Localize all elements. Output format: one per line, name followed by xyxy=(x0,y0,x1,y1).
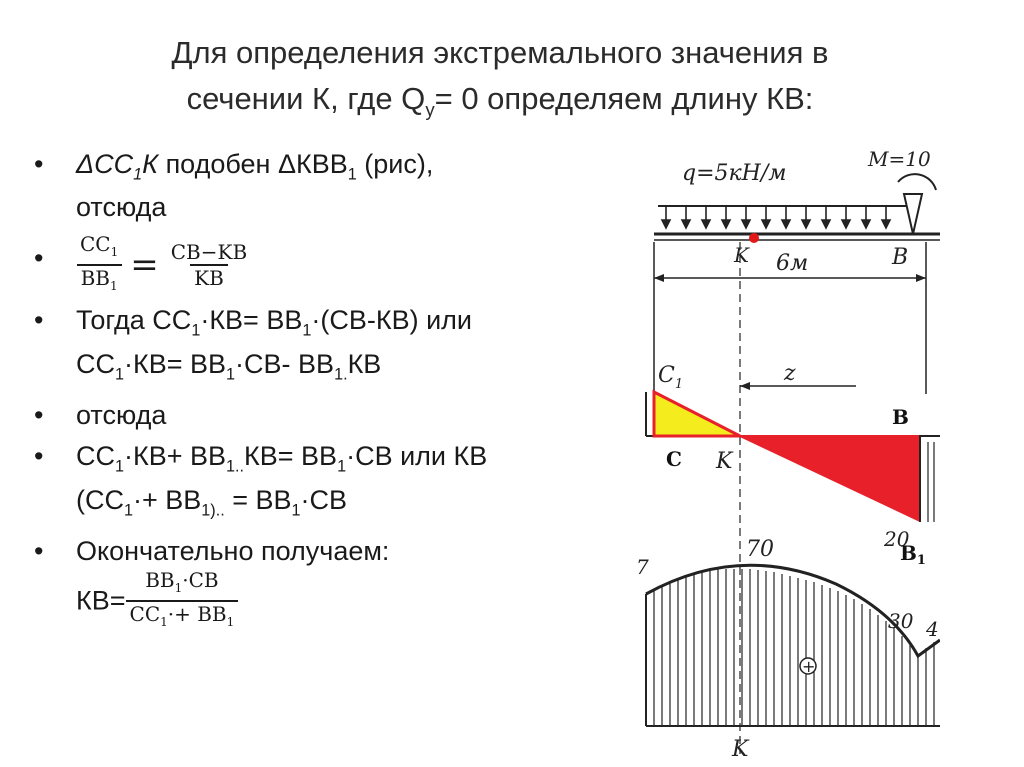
subscript: 1 xyxy=(160,614,168,629)
label-k-bottom: K xyxy=(732,737,749,762)
bullet-then xyxy=(30,304,620,391)
dim-arrow-right xyxy=(916,274,926,282)
text: (рис), xyxy=(356,149,434,179)
text: = ВВ xyxy=(224,484,292,515)
bullet-hence xyxy=(30,399,620,432)
title-text: сечении К, где Q xyxy=(186,81,426,116)
subscript: 1 xyxy=(174,580,183,595)
label-k-top: K xyxy=(734,243,749,267)
text: отсюда xyxy=(76,400,167,431)
bullet-dot: • xyxy=(34,535,44,566)
slide-title xyxy=(70,30,930,133)
subscript: 1 xyxy=(133,165,143,184)
label-b-top: B xyxy=(892,245,909,270)
subscript: 1 xyxy=(124,500,134,519)
subscript: 1 xyxy=(302,321,312,340)
bullet-dot: • xyxy=(34,243,44,274)
text: КВ= xyxy=(76,585,126,616)
text: ·СВ- ВВ xyxy=(235,348,335,379)
bullet-rearranged xyxy=(30,440,620,527)
beam-diagram xyxy=(636,142,940,762)
text: ·СВ или КВ xyxy=(346,441,488,472)
span-label: 6м xyxy=(776,251,809,276)
label-7: 7 xyxy=(636,555,649,579)
subscript: 1 xyxy=(226,614,235,629)
bullet-similarity xyxy=(30,148,620,224)
numerator: CB−KB xyxy=(170,240,248,265)
text: Тогда СС xyxy=(76,305,192,336)
text: ·КВ= ВВ xyxy=(200,305,303,336)
text: ΔСС xyxy=(76,149,134,179)
text: ·(СВ-КВ) или xyxy=(311,305,472,336)
text: CC xyxy=(80,232,111,257)
z-arrow xyxy=(740,382,750,390)
label-b-shear: B xyxy=(892,405,909,429)
text: ·+ BB xyxy=(167,601,227,626)
text: ·+ ВВ xyxy=(133,484,202,515)
subscript: 1 xyxy=(115,365,125,384)
subscript: 1 xyxy=(191,321,201,340)
text: К xyxy=(142,149,159,179)
moment-hatching xyxy=(654,569,934,726)
text: отсюда xyxy=(76,192,167,223)
text: ·СВ xyxy=(300,484,347,515)
bullet-dot: • xyxy=(34,441,44,472)
subscript: 1 xyxy=(226,365,236,384)
support-triangle xyxy=(904,194,922,234)
subscript: 1.. xyxy=(226,457,245,476)
label-c1-sub: 1 xyxy=(674,377,684,392)
text: ·КВ= ВВ xyxy=(124,348,227,379)
title-line-2 xyxy=(70,76,930,133)
moment-label: M=10 xyxy=(868,147,931,171)
dim-arrow-left xyxy=(654,274,664,282)
subscript: 1 xyxy=(115,457,125,476)
text: КВ xyxy=(347,348,382,379)
denominator: KB xyxy=(190,264,228,290)
text: СС xyxy=(76,441,115,472)
text: BB xyxy=(145,567,175,592)
subscript: 1 xyxy=(291,500,301,519)
text: Окончательно получаем: xyxy=(76,535,390,566)
bullet-final xyxy=(30,535,620,634)
subscript: 1 xyxy=(110,245,119,260)
text: подобен ΔКВВ xyxy=(158,149,348,179)
shear-negative-triangle xyxy=(740,436,918,520)
text: BB xyxy=(80,266,110,291)
bullet-ratio-formula xyxy=(30,232,620,298)
load-label: q=5кН/м xyxy=(682,161,787,186)
title-subscript: y xyxy=(425,99,435,121)
label-4: 4 xyxy=(926,617,939,641)
text: КВ= ВВ xyxy=(244,441,338,472)
subscript: 1 xyxy=(337,457,347,476)
label-b1 xyxy=(900,541,926,568)
text: ·CB xyxy=(182,567,219,592)
point-k-marker xyxy=(749,233,759,243)
label-20: 20 xyxy=(884,527,910,551)
moment-arc xyxy=(898,174,936,190)
shear-positive-triangle xyxy=(654,392,740,436)
subscript: 1).. xyxy=(201,500,225,519)
label-b1-main: B xyxy=(900,541,917,565)
title-line-1: Для определения экстремального значения в xyxy=(171,35,829,70)
denominator xyxy=(77,264,122,298)
fraction-cc1-bb1 xyxy=(76,232,122,298)
bullet-dot: • xyxy=(34,400,44,431)
fraction-cb-kb xyxy=(167,240,251,290)
label-b1-sub: 1 xyxy=(916,553,926,568)
label-30: 30 xyxy=(888,609,914,633)
equals-sign: = xyxy=(130,244,159,285)
label-k-mid: K xyxy=(716,449,733,474)
label-c1 xyxy=(658,363,683,392)
load-arrows xyxy=(662,206,890,228)
numerator xyxy=(76,232,122,264)
text: СС xyxy=(76,348,115,379)
bullet-list xyxy=(30,148,620,642)
plus-sign: + xyxy=(802,657,816,676)
text: CC xyxy=(129,601,161,626)
label-70: 70 xyxy=(746,537,774,562)
denominator xyxy=(126,600,239,634)
label-c1-main: C xyxy=(658,363,675,388)
subscript: 1 xyxy=(347,165,357,184)
subscript: 1. xyxy=(334,365,348,384)
bullet-dot: • xyxy=(34,149,44,179)
label-z: z xyxy=(784,361,796,386)
numerator xyxy=(141,568,222,600)
bullet-dot: • xyxy=(34,305,44,336)
subscript: 1 xyxy=(110,279,118,294)
text: ·КВ+ ВВ xyxy=(124,441,227,472)
text: (СС xyxy=(76,484,124,515)
label-c-shear: C xyxy=(666,447,682,471)
fraction-final xyxy=(126,568,239,634)
title-text: = 0 определяем длину КВ: xyxy=(434,81,814,116)
